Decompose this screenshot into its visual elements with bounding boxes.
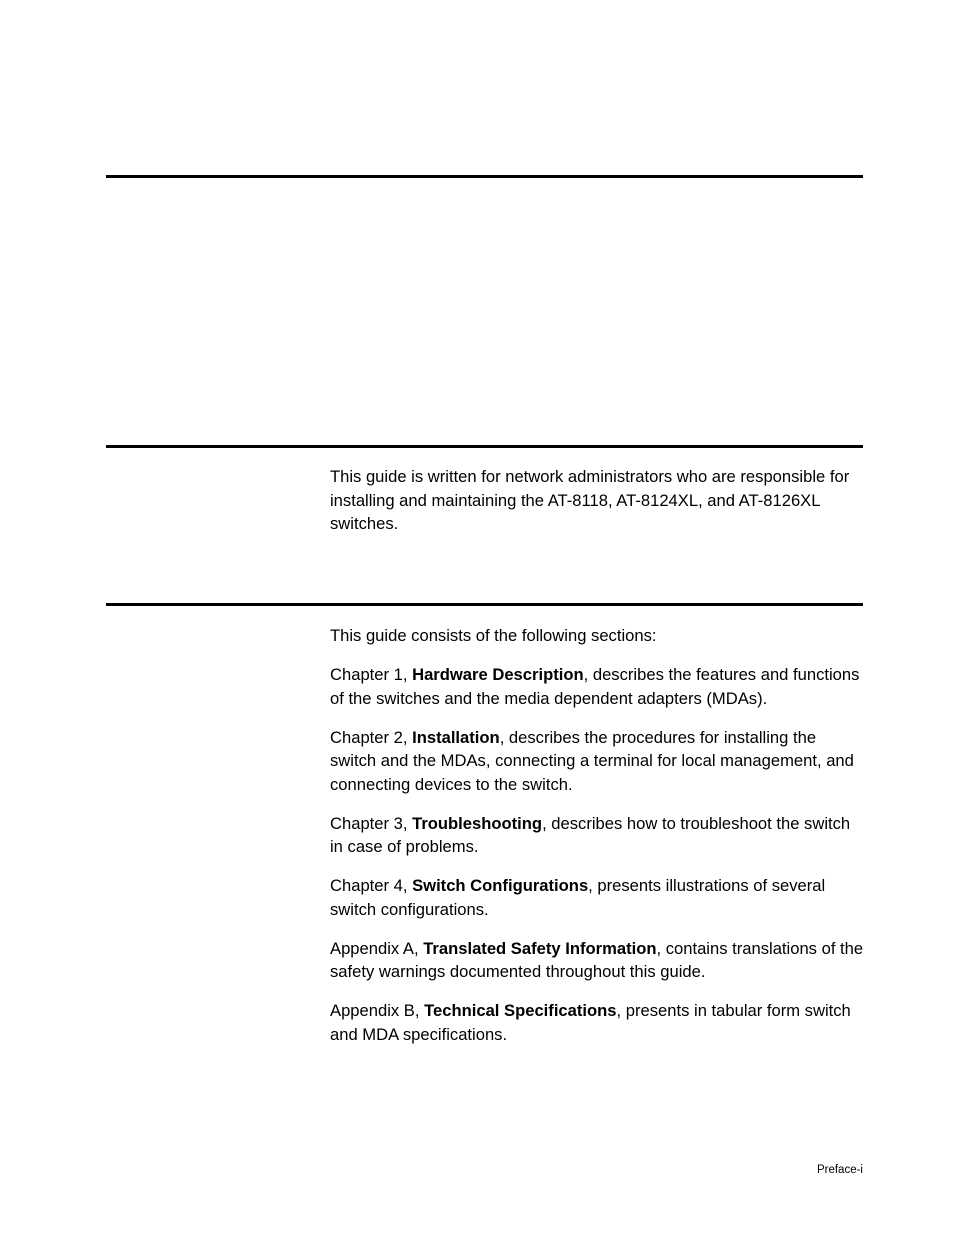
chapter-3-title: Troubleshooting [412, 813, 543, 833]
chapter-1-title: Hardware Description [412, 665, 584, 684]
chapter-4-title: Switch Configurations [412, 876, 589, 895]
contents-intro: This guide consists of the following sections: [330, 626, 657, 645]
top-divider [106, 175, 863, 178]
contents-section [330, 624, 865, 1046]
contents-divider [106, 603, 863, 606]
contents-item-chapter-1: Chapter 1, Hardware Description, describes the features and functions of the switches and the media dependent adapters (MDAs). [330, 665, 860, 708]
appendix-b-title: Technical Specifications [424, 1001, 617, 1020]
contents-item-chapter-3: Chapter 3, Troubleshooting, describes how to troubleshoot the switch in case of problems. [330, 813, 851, 856]
appendix-a-title: Translated Safety Information [423, 938, 657, 958]
audience-divider [106, 445, 863, 448]
contents-item-chapter-2: Chapter 2, Installation, describes the procedures for installing the switch and the MDAs, connecting a terminal for local management, and connecting devices to the switch. [330, 727, 854, 794]
chapter-2-title: Installation [412, 727, 500, 747]
audience-paragraph: This guide is written for network administrators who are responsible for installing and maintaining the AT-8118, AT-8124XL, and AT-8126XL switches. [330, 467, 850, 533]
audience-section [330, 465, 865, 536]
page-number: Preface-i [816, 1164, 863, 1176]
contents-item-appendix-b: Appendix B, Technical Specifications, presents in tabular form switch and MDA specifications. [330, 1001, 851, 1044]
contents-item-chapter-4: Chapter 4, Switch Configurations, presents illustrations of several switch configurations. [330, 876, 826, 919]
contents-item-appendix-a: Appendix A, Translated Safety Information, contains translations of the safety warnings documented throughout this guide. [330, 938, 864, 981]
